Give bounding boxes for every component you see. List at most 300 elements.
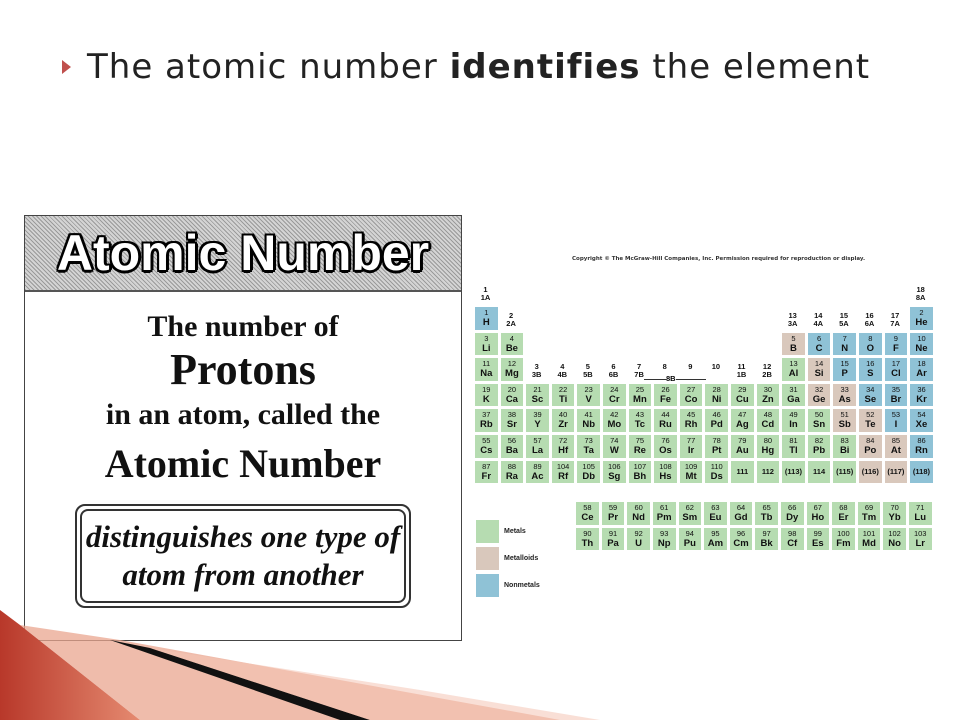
group-number: 16 <box>865 310 874 320</box>
group-name: 8A <box>915 293 926 302</box>
element-symbol: Na <box>480 368 493 380</box>
element-cell-Fr <box>474 460 499 485</box>
group-number: 14 <box>814 310 823 320</box>
element-cell-Tl <box>781 434 806 459</box>
element-cell-Cm <box>729 527 754 552</box>
element-symbol: Os <box>659 445 672 456</box>
element-cell-116 <box>858 460 883 485</box>
group-name: 7B <box>634 369 644 379</box>
group-8b-label: 8B <box>666 374 676 383</box>
bullet-text-after: the element <box>640 47 871 87</box>
element-symbol: Yb <box>888 512 901 524</box>
element-cell-Ga <box>781 383 806 408</box>
bullet-text-before: The atomic number <box>87 47 450 87</box>
element-cell-Ca <box>500 383 525 408</box>
element-cell-Fm <box>831 527 856 552</box>
atomic-number: 85 <box>891 436 901 445</box>
atomic-number: 22 <box>558 384 568 394</box>
atomic-number: 1 <box>484 308 489 317</box>
element-symbol: Bi <box>839 445 850 456</box>
group-number: 8 <box>662 361 667 371</box>
atomic-number: 103 <box>913 528 927 538</box>
element-symbol: Cs <box>480 445 493 456</box>
element-cell-Xe <box>909 408 934 433</box>
element-symbol: Th <box>581 537 594 549</box>
atomic-number: 37 <box>482 410 491 420</box>
element-symbol: Pm <box>656 512 672 524</box>
group-number: 4 <box>560 361 565 371</box>
element-symbol: Ca <box>505 393 518 405</box>
atomic-number: 107 <box>633 461 647 471</box>
atomic-number: 80 <box>763 436 773 445</box>
element-cell-Ru <box>653 408 678 433</box>
element-cell-Nb <box>576 408 601 433</box>
element-cell-F <box>884 332 909 357</box>
element-cell-Pd <box>704 408 729 433</box>
card-line-3: in an atom, called the <box>105 398 381 431</box>
group-label-18 <box>909 286 932 302</box>
atomic-number: 95 <box>711 528 720 538</box>
atomic-number: 89 <box>533 461 542 471</box>
element-cell-Md <box>857 527 882 552</box>
group-name: 6A <box>864 318 875 328</box>
element-cell-Lr <box>908 527 933 552</box>
group-label-16 <box>858 312 881 328</box>
element-cell-Pb <box>807 434 832 459</box>
element-symbol: Rn <box>915 445 928 456</box>
atomic-number: 6 <box>817 333 822 343</box>
legend-metalloids <box>476 547 538 570</box>
element-symbol: Ge <box>812 393 826 405</box>
element-symbol: Li <box>482 342 491 354</box>
atomic-number: 9 <box>893 333 898 343</box>
element-cell-Au <box>730 434 755 459</box>
atomic-number: 23 <box>584 384 593 394</box>
atomic-number: 61 <box>660 503 669 513</box>
atomic-number: 39 <box>533 410 542 420</box>
element-cell-Pm <box>652 501 677 526</box>
element-symbol: Tc <box>634 419 646 431</box>
atomic-number: 35 <box>891 384 901 394</box>
atomic-number: 66 <box>788 503 797 513</box>
element-symbol: Kr <box>916 393 927 405</box>
atomic-number: 8 <box>868 333 873 343</box>
element-cell-Tb <box>754 501 779 526</box>
atomic-number: 101 <box>862 528 876 538</box>
atomic-number: 32 <box>814 384 824 394</box>
element-symbol: Au <box>735 445 749 456</box>
atomic-number: 91 <box>608 528 618 538</box>
element-cell-Rh <box>679 408 704 433</box>
element-cell-Sr <box>500 408 525 433</box>
atomic-number: 68 <box>839 503 848 513</box>
group-label-8 <box>653 363 676 371</box>
element-symbol: K <box>482 393 490 405</box>
group-number: 9 <box>688 361 693 371</box>
element-symbol: Np <box>657 537 671 549</box>
element-cell-At <box>884 434 909 459</box>
atomic-number: 13 <box>789 359 798 369</box>
element-symbol: Cr <box>609 393 620 405</box>
card-line-4: Atomic Number <box>104 441 382 486</box>
definition-box-inner <box>80 509 406 603</box>
element-cell-B <box>781 332 806 357</box>
atomic-number: 25 <box>635 384 645 394</box>
group-number: 13 <box>788 310 797 320</box>
element-cell-Te <box>858 408 883 433</box>
element-cell-Nd <box>626 501 651 526</box>
element-symbol: Ag <box>735 419 749 431</box>
atomic-number: 52 <box>866 410 875 420</box>
atomic-number: 14 <box>814 359 824 369</box>
element-cell-Cr <box>602 383 627 408</box>
group-label-6 <box>602 363 625 379</box>
atomic-number: 60 <box>634 503 643 513</box>
element-symbol: Bk <box>760 537 773 549</box>
element-symbol: Fr <box>481 470 492 482</box>
element-cell-Ar <box>909 357 934 382</box>
element-symbol: Mt <box>685 470 697 482</box>
element-symbol: Sr <box>506 419 517 431</box>
atomic-number: 50 <box>814 410 824 420</box>
group-number: 18 <box>916 285 925 294</box>
element-cell-Bh <box>628 460 653 485</box>
element-symbol: Ru <box>659 419 672 431</box>
legend-metals-swatch <box>476 520 499 543</box>
element-cell-Mn <box>628 383 653 408</box>
element-symbol: I <box>894 419 898 431</box>
element-symbol: Mg <box>505 368 519 380</box>
slide-bullet <box>62 42 870 92</box>
atomic-number: 64 <box>736 503 746 513</box>
periodic-table <box>472 250 940 610</box>
group-label-1 <box>474 286 497 302</box>
atomic-number: 99 <box>813 528 822 538</box>
element-cell-Li <box>474 332 499 357</box>
element-cell-As <box>832 383 857 408</box>
element-symbol: (116) <box>861 466 879 476</box>
element-cell-Ni <box>704 383 729 408</box>
element-symbol: Am <box>707 537 724 549</box>
atomic-number: 20 <box>507 384 517 394</box>
group-name: 4B <box>557 369 568 379</box>
group-name: 3B <box>531 369 542 379</box>
atomic-number: 47 <box>738 410 747 420</box>
element-symbol: W <box>609 445 619 456</box>
element-symbol: He <box>915 317 928 328</box>
element-cell-Mo <box>602 408 627 433</box>
legend-metals <box>476 520 526 543</box>
group-name: 1B <box>736 369 747 379</box>
element-symbol: Pa <box>607 537 619 549</box>
element-symbol: Tl <box>789 445 798 456</box>
triangle-bullet-icon <box>62 60 71 74</box>
element-cell-Yb <box>882 501 907 526</box>
element-symbol: Ta <box>583 445 594 456</box>
atomic-number: 63 <box>711 503 720 513</box>
group-number: 1 <box>483 285 488 294</box>
element-symbol: Lu <box>914 512 926 524</box>
element-cell-114 <box>807 460 832 485</box>
element-cell-In <box>781 408 806 433</box>
atomic-number: 97 <box>762 528 771 538</box>
element-symbol: Er <box>838 512 849 524</box>
element-cell-Cf <box>780 527 805 552</box>
element-symbol: F <box>892 342 899 354</box>
element-cell-Tc <box>628 408 653 433</box>
element-cell-Ne <box>909 332 934 357</box>
element-symbol: Fe <box>659 393 672 405</box>
atomic-number: 34 <box>866 384 875 394</box>
element-symbol: Zr <box>558 419 568 431</box>
group-number: 3 <box>534 361 539 371</box>
atomic-number: 72 <box>558 436 568 445</box>
element-symbol: Ce <box>581 512 594 524</box>
element-symbol: Re <box>633 445 646 456</box>
atomic-number: 49 <box>789 410 798 420</box>
element-cell-Zr <box>551 408 576 433</box>
element-cell-Db <box>576 460 601 485</box>
legend-metalloids-label: Metalloids <box>504 555 539 562</box>
element-symbol: H <box>482 317 490 328</box>
element-cell-Al <box>781 357 806 382</box>
element-symbol: Co <box>684 393 698 405</box>
element-symbol: In <box>789 419 798 431</box>
atomic-number: 74 <box>610 436 619 445</box>
atomic-number: 62 <box>685 503 694 513</box>
card-title: Atomic Number <box>56 225 430 281</box>
atomic-number: 73 <box>584 436 593 445</box>
definition-box <box>75 504 411 608</box>
group-number: 12 <box>762 361 772 371</box>
atomic-number: 98 <box>788 528 797 538</box>
element-symbol: Cm <box>733 537 749 549</box>
element-cell-118 <box>909 460 934 485</box>
element-cell-Ge <box>807 383 832 408</box>
bullet-text-bold: identifies <box>449 47 641 87</box>
element-symbol: O <box>866 342 874 354</box>
atomic-number: 59 <box>608 503 618 513</box>
atomic-number: 31 <box>789 384 798 394</box>
atomic-number: 4 <box>509 333 514 343</box>
swoosh-black <box>110 640 370 720</box>
element-symbol: Bh <box>633 470 647 482</box>
atomic-number: 16 <box>866 359 875 369</box>
atomic-number: 17 <box>891 359 901 369</box>
element-cell-115 <box>832 460 857 485</box>
element-cell-Er <box>831 501 856 526</box>
element-symbol: Cu <box>735 393 749 405</box>
element-symbol: Sg <box>608 470 621 482</box>
atomic-number: 19 <box>482 384 491 394</box>
group-label-3 <box>525 363 548 379</box>
atomic-number: 7 <box>842 333 847 343</box>
element-cell-Cs <box>474 434 499 459</box>
group-label-9 <box>679 363 702 371</box>
atomic-number: 84 <box>866 436 875 445</box>
element-cell-Pu <box>678 527 703 552</box>
element-symbol: Ar <box>916 368 927 380</box>
element-symbol: Po <box>864 445 877 456</box>
group-name: 6B <box>608 369 619 379</box>
element-symbol: Se <box>864 393 877 405</box>
element-cell-Po <box>858 434 883 459</box>
definition-line-1: distinguishes one type of <box>85 519 401 554</box>
legend-metals-label: Metals <box>504 528 526 535</box>
atomic-number: 70 <box>890 503 899 513</box>
element-cell-Pt <box>704 434 729 459</box>
element-symbol: (118) <box>912 466 931 476</box>
atomic-number: 86 <box>917 436 926 445</box>
element-symbol: Db <box>582 470 596 482</box>
element-cell-U <box>626 527 651 552</box>
element-cell-113 <box>781 460 806 485</box>
element-cell-Mg <box>500 357 525 382</box>
element-cell-Rb <box>474 408 499 433</box>
group-number: 6 <box>611 361 616 371</box>
element-cell-Hs <box>653 460 678 485</box>
atomic-number: 29 <box>738 384 747 394</box>
atomic-number: 57 <box>533 436 542 445</box>
element-symbol: Hs <box>659 470 672 482</box>
atomic-number: 105 <box>582 461 595 471</box>
atomic-number: 40 <box>558 410 568 420</box>
atomic-number: 109 <box>684 461 698 471</box>
atomic-number: 96 <box>736 528 746 538</box>
element-cell-Be <box>500 332 525 357</box>
group-name: 5A <box>839 318 849 328</box>
element-cell-Hf <box>551 434 576 459</box>
atomic-number: 12 <box>507 359 517 369</box>
group-name: 5B <box>583 369 593 379</box>
atomic-number: 76 <box>661 436 670 445</box>
atomic-number: 28 <box>712 384 721 394</box>
element-symbol: N <box>841 342 849 354</box>
element-cell-Th <box>575 527 600 552</box>
element-cell-Cl <box>884 357 909 382</box>
group-label-7 <box>628 363 651 379</box>
atomic-number: 77 <box>686 436 696 445</box>
element-symbol: Nd <box>632 512 645 524</box>
element-cell-Sm <box>678 501 703 526</box>
element-cell-Ce <box>575 501 600 526</box>
element-symbol: Pb <box>813 445 826 456</box>
atomic-number: 5 <box>791 333 796 343</box>
group-name: 3A <box>787 318 798 328</box>
element-symbol: Al <box>788 368 799 380</box>
group-name: 7A <box>890 318 900 328</box>
element-symbol: Hf <box>558 445 569 456</box>
atomic-number: 3 <box>484 333 489 343</box>
atomic-number: 41 <box>584 410 593 420</box>
element-cell-Kr <box>909 383 934 408</box>
element-symbol: Nb <box>582 419 596 431</box>
element-symbol: C <box>815 342 823 354</box>
group-label-17 <box>884 312 907 328</box>
element-symbol: Eu <box>709 512 722 524</box>
element-cell-Gd <box>729 501 754 526</box>
element-cell-W <box>602 434 627 459</box>
group-number: 10 <box>711 361 721 371</box>
element-symbol: (113) <box>784 466 803 476</box>
element-cell-C <box>807 332 832 357</box>
group-number: 2 <box>509 310 514 320</box>
element-cell-No <box>882 527 907 552</box>
group-number: 7 <box>637 361 642 371</box>
element-symbol: Cl <box>891 368 901 380</box>
atomic-number: 110 <box>710 461 723 471</box>
element-symbol: Ra <box>505 470 518 482</box>
atomic-number: 78 <box>712 436 721 445</box>
atomic-number: 104 <box>556 461 570 471</box>
element-symbol: Dy <box>786 512 799 524</box>
element-symbol: Ds <box>710 470 723 482</box>
copyright-notice: Copyright © The McGraw-Hill Companies, Inc. Permission required for reproduction or display. <box>572 256 866 262</box>
element-cell-Re <box>628 434 653 459</box>
atomic-number-card <box>24 215 462 641</box>
element-cell-111 <box>730 460 755 485</box>
element-symbol: Ba <box>505 445 518 456</box>
element-cell-Rn <box>909 434 934 459</box>
element-symbol: 112 <box>761 466 774 476</box>
element-symbol: Pu <box>683 537 696 549</box>
atomic-number: 21 <box>533 384 542 394</box>
element-symbol: Xe <box>915 419 928 431</box>
element-symbol: Rf <box>558 470 569 482</box>
element-symbol: (117) <box>887 466 905 476</box>
element-symbol: At <box>890 445 901 456</box>
element-cell-Mt <box>679 460 704 485</box>
element-symbol: Cd <box>761 419 775 431</box>
atomic-number: 51 <box>840 410 849 420</box>
atomic-number: 106 <box>608 461 621 471</box>
element-symbol: Pt <box>711 445 722 456</box>
element-cell-Hg <box>756 434 781 459</box>
atomic-number: 56 <box>507 436 517 445</box>
group-label-12 <box>756 363 779 379</box>
element-symbol: La <box>531 445 544 456</box>
atomic-number: 88 <box>507 461 517 471</box>
atomic-number: 81 <box>789 436 798 445</box>
element-symbol: Sm <box>682 512 698 524</box>
element-symbol: Hg <box>761 445 775 456</box>
atomic-number: 10 <box>917 333 926 343</box>
atomic-number: 83 <box>840 436 849 445</box>
element-symbol: Mo <box>607 419 622 431</box>
element-symbol: Br <box>890 393 902 405</box>
element-cell-Se <box>858 383 883 408</box>
group-label-14 <box>807 312 830 328</box>
legend-nonmetals <box>476 574 540 597</box>
element-cell-Bi <box>832 434 857 459</box>
element-cell-Zn <box>756 383 781 408</box>
group-name: 1A <box>480 293 491 302</box>
element-cell-Dy <box>780 501 805 526</box>
group-label-13 <box>781 312 804 328</box>
element-symbol: U <box>635 537 643 549</box>
element-cell-P <box>832 357 857 382</box>
element-symbol: Mn <box>633 393 647 405</box>
atomic-number: 2 <box>919 308 924 317</box>
atomic-number: 71 <box>916 503 925 513</box>
element-symbol: No <box>888 537 901 549</box>
element-symbol: Ni <box>711 393 722 405</box>
element-symbol: Sn <box>813 419 826 431</box>
element-cell-S <box>858 357 883 382</box>
card-header <box>25 216 461 292</box>
element-cell-Y <box>525 408 550 433</box>
atomic-number: 46 <box>712 410 721 420</box>
